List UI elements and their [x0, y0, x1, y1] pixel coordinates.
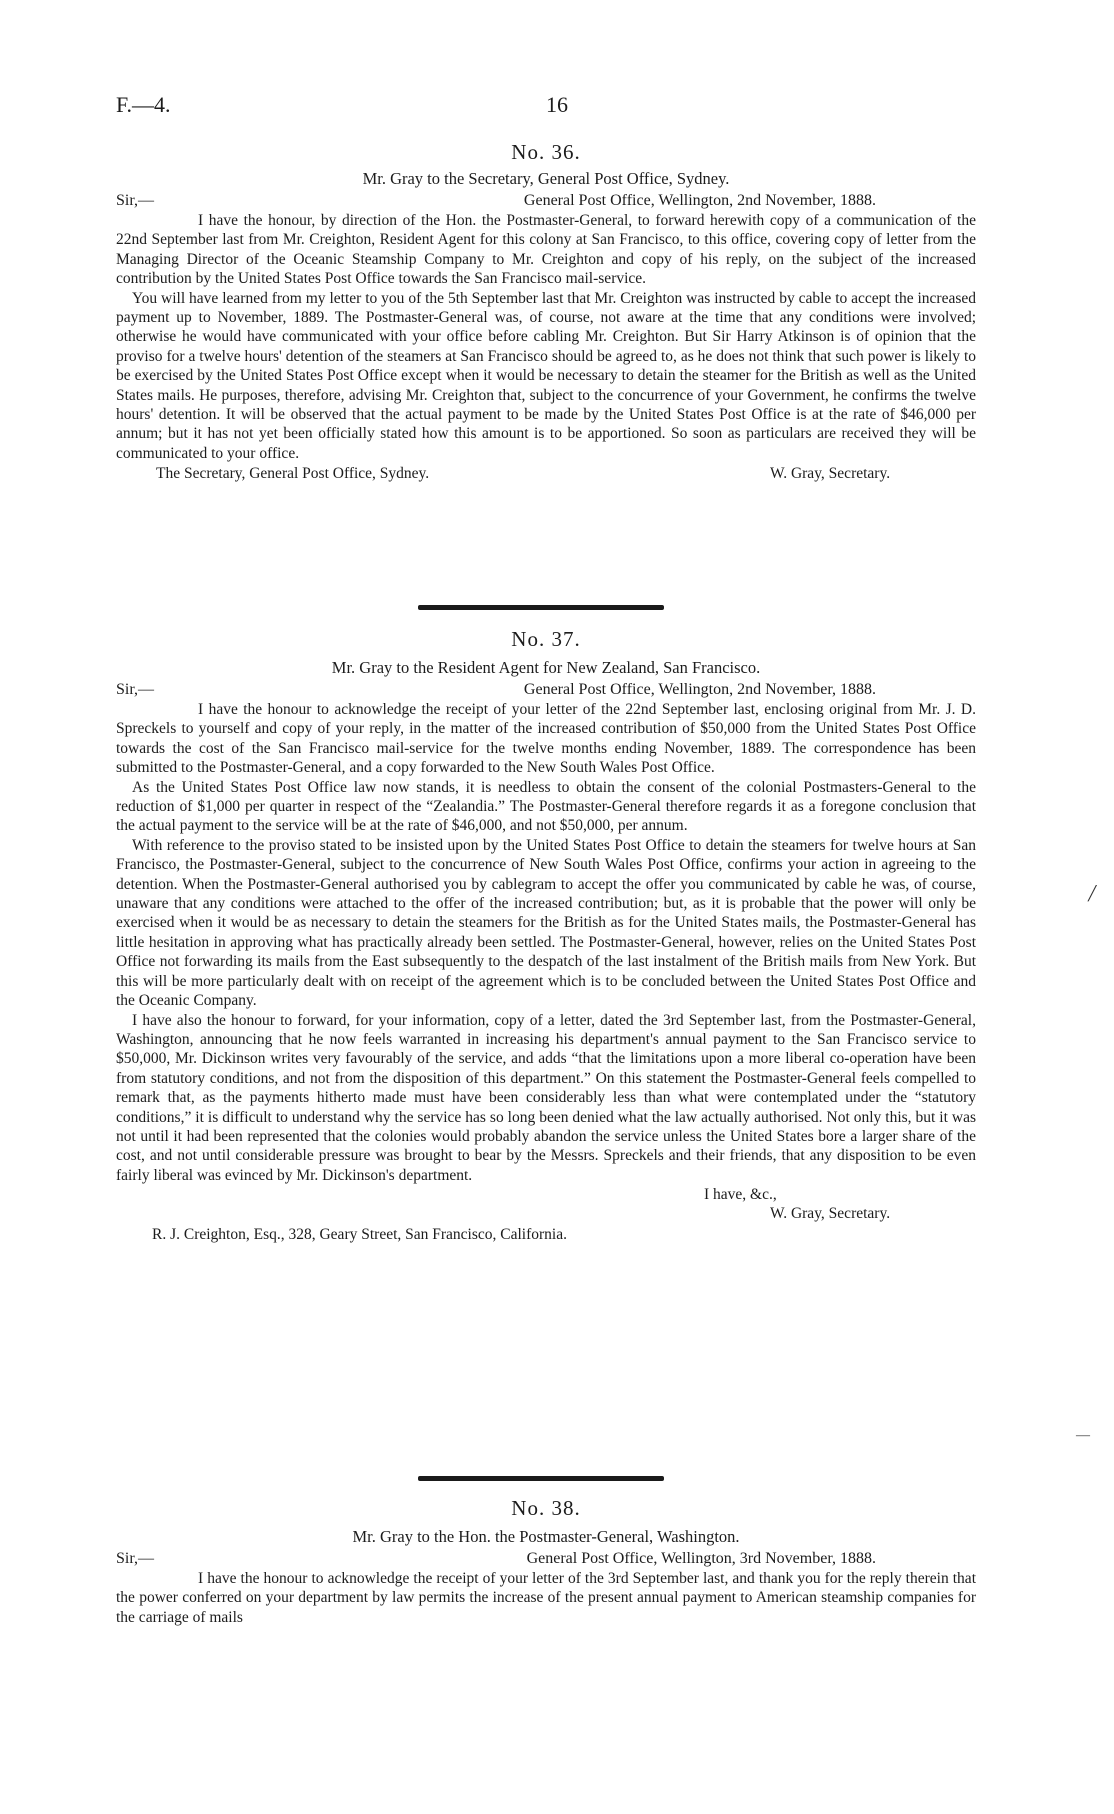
closing-row: [116, 1185, 976, 1204]
signature: W. Gray, Secretary.: [770, 465, 891, 483]
salutation-row: [116, 679, 976, 700]
addressee: The Secretary, General Post Office, Sydney.: [156, 465, 430, 483]
letter-paragraph: You will have learned from my letter to you of the 5th September last that Mr. Creighton was instructed by cable to accept the increased payment up to November, 1889. The Postmaster-General was, of course, not aware at the time that any conditions were involved; otherwise he would have communicated with your office before cabling Mr. Creighton. But Sir Harry Atkinson is of opinion that the proviso for a twelve hours' detention of the steamers at San Francisco should be agreed to, as he does not think that such power is likely to be exercised by the United States Post Office except when it would be necessary to detain the steamer for the British as well as the United States mails. He purposes, therefore, advising Mr. Creighton that, subject to the concurrence of your Government, he confirms the twelve hours' detention. It will be observed that the actual payment to be made by the United States Post Office is at the rate of $46,000 per annum; but it has not yet been officially stated how this amount is to be apportioned. So soon as particulars are received they will be communicated to your office.: [116, 289, 976, 462]
signature: W. Gray, Secretary.: [770, 1205, 891, 1223]
letter-paragraph: I have also the honour to forward, for your information, copy of a letter, dated the 3rd September last, from the Postmaster-General, Washington, announcing that he now feels warranted in increasing his department's annual payment to the San Francisco service to $50,000, Mr. Dickinson writes very favourably of the service, and adds “that the limitations upon a more liberal co-operation have been from statutory conditions, and not from the disposition of this department.” On this statement the Postmaster-General feels compelled to remark that, as the payments hitherto made must have been considerably less than what were contemplated under the “statutory conditions,” it is difficult to understand why the service has so long been denied what the law actually authorised. Not only this, but it was not until it had been represented that the colonies would probably abandon the service unless the United States bore a larger share of the cost, and not until considerable pressure was brought to bear by the Messrs. Spreckels and their friends, that any disposition to be even fairly liberal was evinced by Mr. Dickinson's department.: [116, 1011, 976, 1184]
letter-36: [116, 140, 976, 483]
salutation-row: [116, 190, 976, 211]
section-divider: [418, 605, 664, 610]
letter-number: No. 38.: [511, 1496, 581, 1520]
addressee-row: [116, 464, 976, 483]
margin-mark: —: [1076, 1428, 1090, 1443]
addressee-row: [116, 1225, 976, 1244]
margin-mark: ╱: [1088, 887, 1097, 902]
letter-subject: Mr. Gray to the Resident Agent for New Zealand, San Francisco.: [331, 658, 761, 677]
salutation: Sir,—: [116, 1550, 155, 1567]
salutation: Sir,—: [116, 681, 155, 698]
salutation: Sir,—: [116, 192, 155, 209]
closing: I have, &c.,: [704, 1186, 777, 1204]
letter-paragraph: I have the honour to acknowledge the receipt of your letter of the 3rd September last, and thank you for the reply therein that the power conferred on your department by law permits the increase of the present annual payment to American steamship companies for the carriage of mails: [116, 1570, 976, 1626]
page-number: 16: [546, 92, 568, 117]
document-reference: F.—4.: [116, 92, 171, 117]
section-divider: [418, 1476, 664, 1481]
dateline: General Post Office, Wellington, 2nd November, 1888.: [523, 192, 876, 209]
letter-number: No. 37.: [511, 627, 581, 651]
letter-37: [116, 627, 976, 1244]
signature-row: [116, 1204, 976, 1223]
addressee: R. J. Creighton, Esq., 328, Geary Street, San Francisco, California.: [152, 1226, 567, 1244]
letter-subject: Mr. Gray to the Secretary, General Post Office, Sydney.: [362, 169, 730, 188]
salutation-row: [116, 1548, 976, 1569]
letter-number: No. 36.: [511, 140, 581, 164]
letter-subject: Mr. Gray to the Hon. the Postmaster-General, Washington.: [352, 1527, 740, 1546]
letter-38: [116, 1496, 976, 1627]
dateline: General Post Office, Wellington, 3rd November, 1888.: [526, 1550, 876, 1567]
letter-paragraph: I have the honour, by direction of the Hon. the Postmaster-General, to forward herewith copy of a communication of the 22nd September last from Mr. Creighton, Resident Agent for this colony at San Francisco, to this office, covering copy of letter from the Managing Director of the Oceanic Steamship Company to Mr. Creighton and copy of his reply, on the subject of the increased contribution by the United States Post Office towards the San Francisco mail-service.: [116, 212, 976, 288]
letter-paragraph: With reference to the proviso stated to be insisted upon by the United States Post Office to detain the steamers for twelve hours at San Francisco, the Postmaster-General, subject to the concurrence of New South Wales Post Office, confirms your action in agreeing to the detention. When the Postmaster-General authorised you by cablegram to accept the offer you communicated by cable he was, of course, unaware that any conditions were attached to the offer of the increased contribution; but, as it is probable that the power will only be exercised when it would be as necessary to detain the steamers for the British as for the United States mails, the Postmaster-General has little hesitation in approving what has practically already been settled. The Postmaster-General, however, relies on the United States Post Office not forwarding its mails from the East subsequently to the despatch of the last instalment of the British mails from New York. But this will be more particularly dealt with on receipt of the agreement which is to be concluded between the United States Post Office and the Oceanic Company.: [116, 836, 976, 1010]
letter-paragraph: As the United States Post Office law now stands, it is needless to obtain the consent of the colonial Postmasters-General to the reduction of $1,000 per quarter in respect of the “Zealandia.” The Postmaster-General therefore regards it as a foregone conclusion that the actual payment to the service will be at the rate of $46,000, and not $50,000, per annum.: [116, 778, 976, 835]
dateline: General Post Office, Wellington, 2nd November, 1888.: [523, 681, 876, 698]
letter-paragraph: I have the honour to acknowledge the receipt of your letter of the 22nd September last, enclosing original from Mr. J. D. Spreckels to yourself and copy of your reply, in the matter of the increased contribution of $50,000 from the United States Post Office towards the cost of the San Francisco mail-service for the twelve months ending November, 1889. The correspondence has been submitted to the Postmaster-General, and a copy forwarded to the New South Wales Post Office.: [116, 701, 976, 777]
